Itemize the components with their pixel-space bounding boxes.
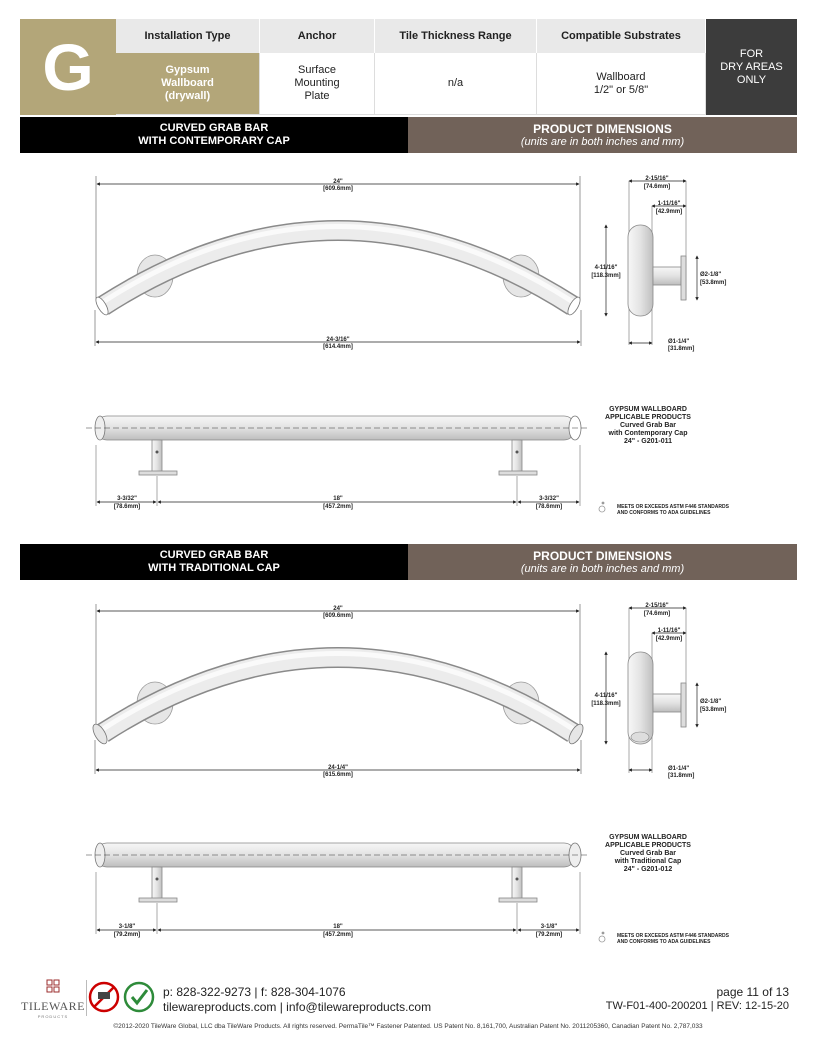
- dim-end-right-mm: [78.6mm]: [535, 504, 563, 510]
- dim-end-right: 3-1/8": [540, 924, 558, 930]
- section2-ada-note: MEETS OR EXCEEDS ASTM F446 STANDARDS AND CONFORMS TO ADA GUIDELINES: [617, 933, 729, 945]
- dim-side-b-mm: [42.9mm]: [655, 209, 683, 215]
- dim-end-left-mm: [78.6mm]: [113, 504, 141, 510]
- section1-front-view: [94, 176, 583, 350]
- dim-top-overall: 24": [333, 179, 343, 185]
- dim-tube-dia: Ø1-1/4": [668, 339, 690, 345]
- tileware-logo-icon: [43, 978, 63, 994]
- dim-flange-dia: Ø2-1/8": [700, 699, 722, 705]
- dim-flange-dia: Ø2-1/8": [700, 272, 722, 278]
- dims-subtitle: (units are in both inches and mm): [520, 136, 685, 148]
- no-drilling-icon: [90, 983, 118, 1011]
- dims-subtitle: (units are in both inches and mm): [520, 563, 685, 575]
- dim-side-a-mm: [74.6mm]: [643, 611, 671, 617]
- footer-divider: [86, 980, 87, 1016]
- dim-side-b: 1-11/16": [657, 201, 681, 207]
- dim-side-height: 4-11/16": [594, 693, 618, 699]
- dim-end-left: 3-1/8": [118, 924, 136, 930]
- section1-product-title: CURVED GRAB BAR WITH CONTEMPORARY CAP: [20, 117, 408, 153]
- dim-end-right-mm: [79.2mm]: [535, 932, 563, 938]
- dim-end-right: 3-3/32": [539, 496, 559, 502]
- dim-side-height: 4-11/16": [594, 265, 618, 271]
- section2-applicable-note: GYPSUM WALLBOARD APPLICABLE PRODUCTS Curved Grab Bar with Traditional Cap 24" - G201-012: [605, 834, 691, 873]
- dims-title: PRODUCT DIMENSIONS: [533, 549, 672, 563]
- section1-ada-note: MEETS OR EXCEEDS ASTM F446 STANDARDS AND CONFORMS TO ADA GUIDELINES: [617, 504, 729, 516]
- section2-top-view: [86, 843, 588, 938]
- dim-top-overall-mm: [609.6mm]: [323, 186, 353, 192]
- dim-flange-dia-mm: [53.8mm]: [700, 707, 727, 713]
- dim-center: 18": [333, 924, 343, 930]
- section2-product-title: CURVED GRAB BAR WITH TRADITIONAL CAP: [20, 544, 408, 580]
- value-tile-thickness: n/a: [375, 53, 537, 115]
- dim-end-left-mm: [79.2mm]: [113, 932, 141, 938]
- dim-center-mm: [457.2mm]: [323, 504, 353, 510]
- col-anchor: Anchor: [260, 19, 375, 53]
- dim-bottom-overall: 24-3/16": [326, 337, 350, 343]
- value-substrates: Wallboard 1/2" or 5/8": [537, 53, 706, 115]
- dim-end-left: 3-3/32": [117, 496, 137, 502]
- dim-side-height-mm: [118.3mm]: [591, 273, 621, 279]
- dim-side-b-mm: [42.9mm]: [655, 636, 683, 642]
- section1-side-view: [591, 176, 726, 352]
- dim-bottom-overall-mm: [615.6mm]: [323, 772, 353, 778]
- section2-side-view: [591, 603, 726, 779]
- dim-tube-dia-mm: [31.8mm]: [668, 346, 695, 352]
- copyright: ©2012-2020 TileWare Global, LLC dba TileWare Products. All rights reserved. PermaTile™ Fastener Patented. US Patent No. 8,161,700, Australian Patent No. 2011205360, Canadian Patent No. 2,787,033: [113, 1023, 703, 1030]
- dim-tube-dia: Ø1-1/4": [668, 766, 690, 772]
- certification-icons: [88, 980, 156, 1014]
- value-anchor: Surface Mounting Plate: [260, 53, 375, 115]
- brand-sub: PRODUCTS: [37, 1014, 69, 1019]
- section2-front-view: [90, 604, 586, 778]
- dim-bottom-overall-mm: [614.4mm]: [323, 344, 353, 350]
- dims-title: PRODUCT DIMENSIONS: [533, 122, 672, 136]
- dry-areas-badge: FOR DRY AREAS ONLY: [706, 19, 797, 115]
- installation-letter: G: [20, 19, 116, 115]
- page-number: page 11 of 13: [716, 985, 789, 999]
- section1-top-view: [86, 416, 588, 510]
- tileware-logo: [20, 978, 86, 1019]
- brand-name: TILEWARE: [21, 999, 85, 1013]
- value-installation-type: Gypsum Wallboard (drywall): [116, 53, 260, 115]
- accessibility-icon: [599, 502, 605, 942]
- document-id: TW-F01-400-200201 | REV: 12-15-20: [605, 1000, 789, 1012]
- dim-side-a: 2-15/16": [645, 603, 669, 609]
- dim-flange-dia-mm: [53.8mm]: [700, 280, 727, 286]
- dim-side-b: 1-11/16": [657, 628, 681, 634]
- dim-top-overall: 24": [333, 606, 343, 612]
- contact-web-email: tilewareproducts.com | info@tilewareproducts.com: [163, 1000, 432, 1014]
- dim-center: 18": [333, 496, 343, 502]
- dim-side-a-mm: [74.6mm]: [643, 184, 671, 190]
- dim-bottom-overall: 24-1/4": [328, 765, 348, 771]
- contact-phone-fax: p: 828-322-9273 | f: 828-304-1076: [163, 985, 346, 999]
- dim-side-height-mm: [118.3mm]: [591, 701, 621, 707]
- dim-top-overall-mm: [609.6mm]: [323, 613, 353, 619]
- dim-tube-dia-mm: [31.8mm]: [668, 773, 695, 779]
- dim-center-mm: [457.2mm]: [323, 932, 353, 938]
- section1-applicable-note: GYPSUM WALLBOARD APPLICABLE PRODUCTS Curved Grab Bar with Contemporary Cap 24" - G201-011: [605, 406, 691, 445]
- approved-check-icon: [125, 983, 153, 1011]
- dim-side-a: 2-15/16": [645, 176, 669, 182]
- col-substrates: Compatible Substrates: [537, 19, 706, 53]
- col-installation-type: Installation Type: [116, 19, 260, 53]
- col-tile-thickness: Tile Thickness Range: [375, 19, 537, 53]
